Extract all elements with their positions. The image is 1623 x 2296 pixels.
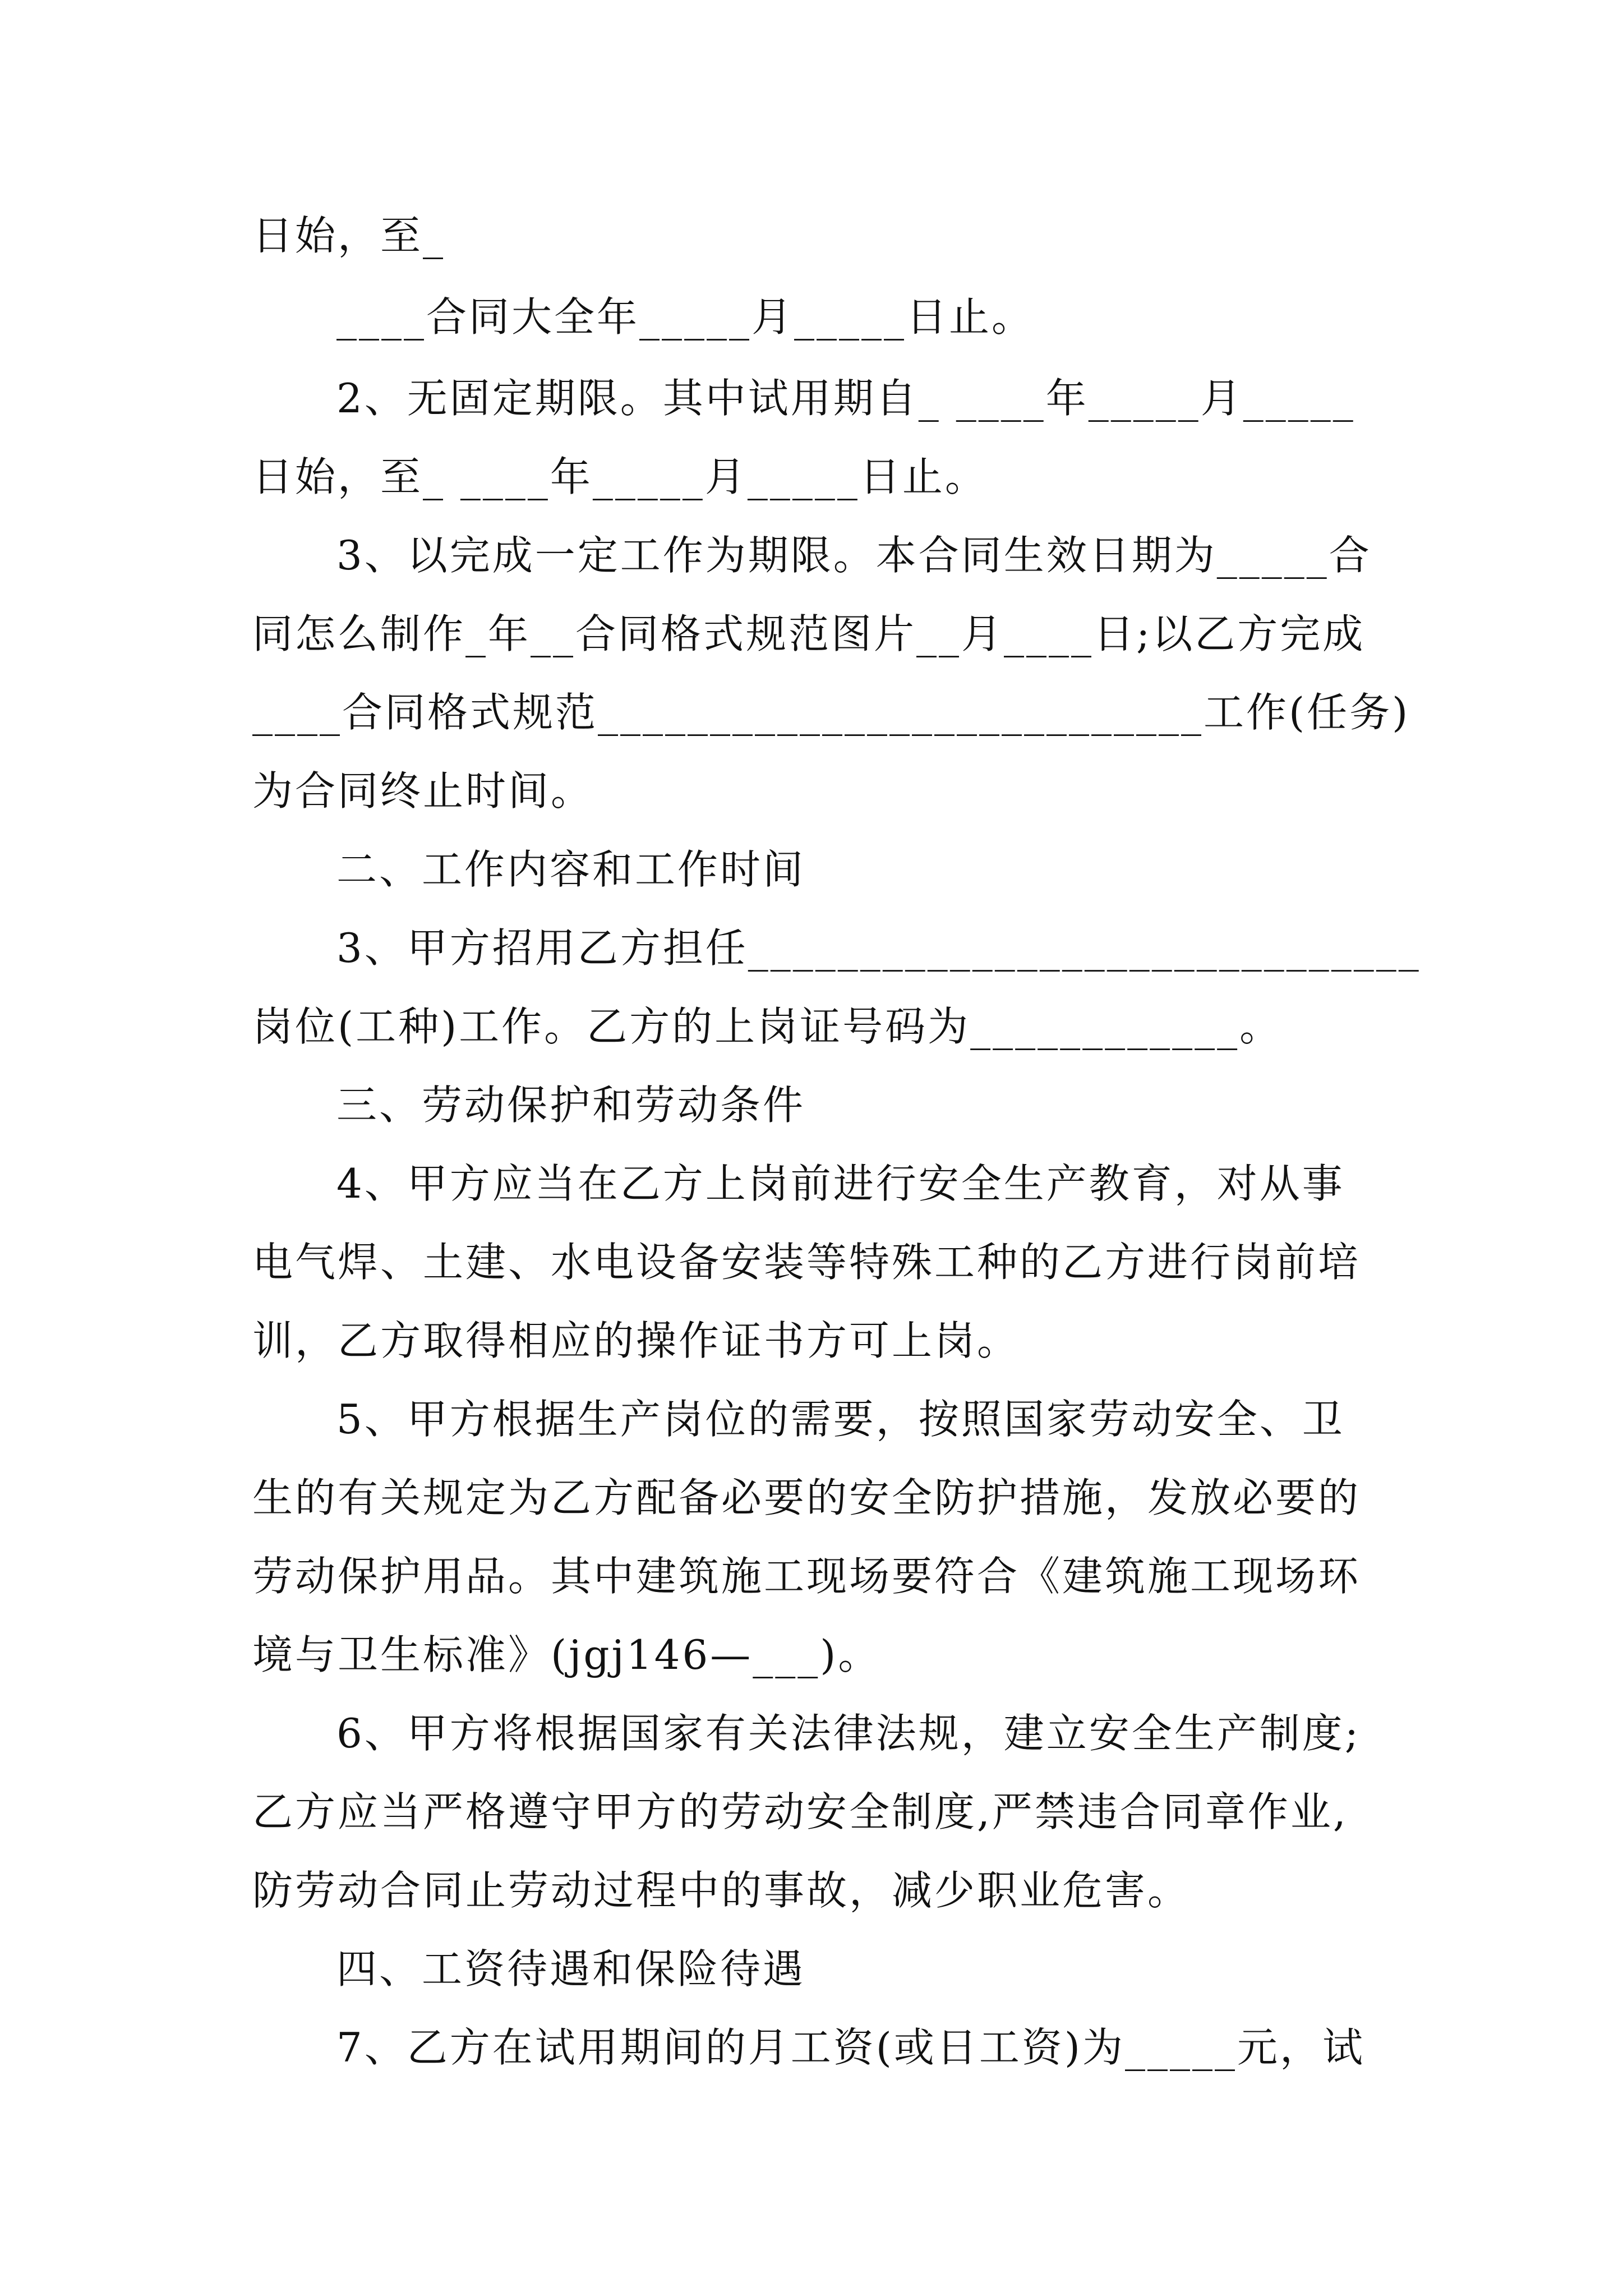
text-line: 6、甲方将根据国家有关法律法规，建立安全生产制度; bbox=[336, 1710, 1361, 1757]
text-line: 岗位(工种)工作。乙方的上岗证号码为____________。 bbox=[252, 1003, 1283, 1050]
text-line: 3、以完成一定工作为期限。本合同生效日期为_____合 bbox=[336, 532, 1372, 579]
section-heading: 二、工作内容和工作时间 bbox=[336, 846, 806, 893]
text-line: ____合同格式规范___________________________工作(任务) bbox=[252, 689, 1410, 736]
text-line: 3、甲方招用乙方担任______________________________ bbox=[336, 924, 1421, 972]
text-line: 日始，至_ bbox=[252, 212, 446, 259]
section-heading: 四、工资待遇和保险待遇 bbox=[336, 1945, 806, 1993]
section-heading: 三、劳动保护和劳动条件 bbox=[336, 1082, 806, 1129]
text-line: 日始，至_ ____年_____月_____日止。 bbox=[252, 453, 988, 500]
text-line: 防劳动合同止劳动过程中的事故，减少职业危害。 bbox=[252, 1867, 1191, 1914]
text-line: ____合同大全年_____月_____日止。 bbox=[336, 293, 1035, 341]
text-line: 劳动保护用品。其中建筑施工现场要符合《建筑施工现场环 bbox=[252, 1553, 1361, 1600]
text-line: 5、甲方根据生产岗位的需要，按照国家劳动安全、卫 bbox=[336, 1396, 1345, 1443]
text-line: 生的有关规定为乙方配备必要的安全防护措施，发放必要的 bbox=[252, 1474, 1361, 1521]
text-line: 7、乙方在试用期间的月工资(或日工资)为_____元，试 bbox=[336, 2024, 1365, 2071]
text-line: 为合同终止时间。 bbox=[252, 767, 594, 815]
text-line: 电气焊、土建、水电设备安装等特殊工种的乙方进行岗前培 bbox=[252, 1239, 1361, 1286]
text-line: 乙方应当严格遵守甲方的劳动安全制度,严禁违合同章作业, bbox=[252, 1788, 1348, 1835]
text-line: 2、无固定期限。其中试用期自_ ____年_____月_____ bbox=[336, 375, 1355, 422]
text-line: 境与卫生标准》(jgj146—___)。 bbox=[252, 1631, 881, 1678]
text-line: 训，乙方取得相应的操作证书方可上岗。 bbox=[252, 1317, 1020, 1364]
text-line: 同怎么制作_年__合同格式规范图片__月____日;以乙方完成 bbox=[252, 610, 1366, 657]
text-line: 4、甲方应当在乙方上岗前进行安全生产教育，对从事 bbox=[336, 1160, 1345, 1207]
